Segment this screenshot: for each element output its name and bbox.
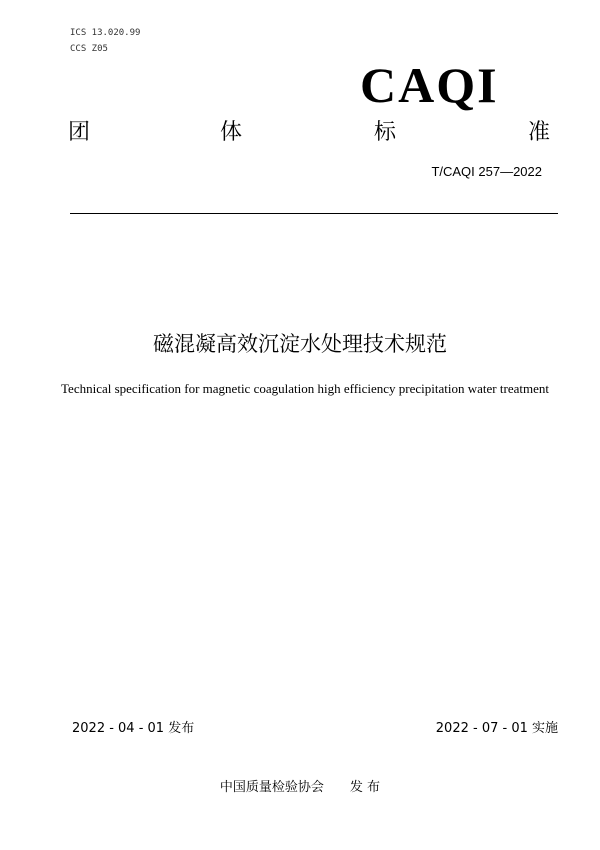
divider bbox=[70, 213, 558, 214]
publish-date: 2022 - 04 - 01 发布 bbox=[72, 721, 195, 736]
category-char-1: 团 bbox=[68, 120, 91, 145]
category-char-4: 准 bbox=[528, 120, 551, 145]
implement-date: 2022 - 07 - 01 实施 bbox=[435, 721, 558, 736]
issuer: 中国质量检验协会 发 布 bbox=[219, 780, 381, 795]
ics-code: ICS 13.020.99 bbox=[70, 28, 141, 38]
title-english: Technical specification for magnetic coagulation high efficiency precipitation water treatment bbox=[61, 381, 549, 396]
standard-code: T/CAQI 257—2022 bbox=[431, 164, 542, 179]
caqi-logo: CAQI bbox=[360, 57, 499, 113]
category-char-3: 标 bbox=[374, 120, 397, 145]
title-chinese: 磁混凝高效沉淀水处理技术规范 bbox=[153, 332, 447, 356]
category-char-2: 体 bbox=[220, 120, 243, 145]
ccs-code: CCS Z05 bbox=[70, 44, 108, 54]
